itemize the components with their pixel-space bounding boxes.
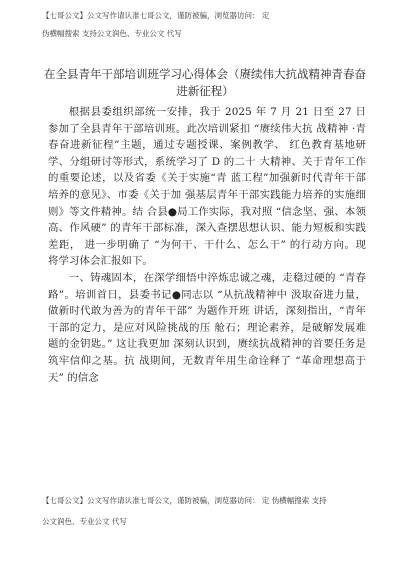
document-title: 在全县青年干部培训班学习心得体会（赓续伟大抗战精神青春奋进新征程） [44,67,366,98]
paragraph-intro: 根据县委组织部统一安排，我于 2025 年 7 月 21 日至 27 日参加了全县青年干部培训班。此次培训紧扣 “赓续伟大抗 战精神 ·青春奋进新征程”主题，通过专题授课、案例教学、 红色教育基地研学、分组研讨等形式，系统学习了 D 的二十 大精神、关于青年工作的重要论述，以及省委《关于实施“青 蓝工程”加强新时代青年干部培养的意见》、市委《关于加 强基层青年干部实践能力培养的实施细则》等文件精神。结 合县●局工作实际，我对照 “信念坚、强、本领高、作风硬” 的青年干部标准，深入查摆思想认识、能力短板和实践差距， 进一步明确了 “为何干、干什么、怎么干” 的行动方向。现 将学习体会汇报如下。 [48,106,366,268]
header-line-2: 伪横幅搜索 支持公文润色、专业公文 代写 [42,29,182,38]
header-line-1: 【七哥公文】公文写作请认准七哥公文，谨防被骗，浏览器访问： 定 [42,11,270,20]
paragraph-section-1: 一、铸魂固本，在深学细悟中淬炼忠诚之魂，走稳过硬的 “青春路”。培训首日，县委书记●同志以 “从抗战精神中 汲取奋进力量，做新时代敢为善为的青年干部” 为题作开班 讲话，深刻指出，“青年干部的定力，是应对风险挑战的压 舱石；理论素养，是破解发展难题的金钥匙。” 这让我更加 深刻认识到，赓续抗战精神的首要任务是筑牢信仰之基。抗 战期间，无数青年用生命诠释了 “革命理想高于天” 的信念 [48,271,366,384]
footer-line-2: 公文润色、专业公文 代写 [42,517,127,526]
document-body [48,104,366,386]
footer-line-1: 【七哥公文】公文写作请认准七哥公文，谨防被骗，浏览器访问： 定 伪横幅搜索 支持 [42,496,327,505]
